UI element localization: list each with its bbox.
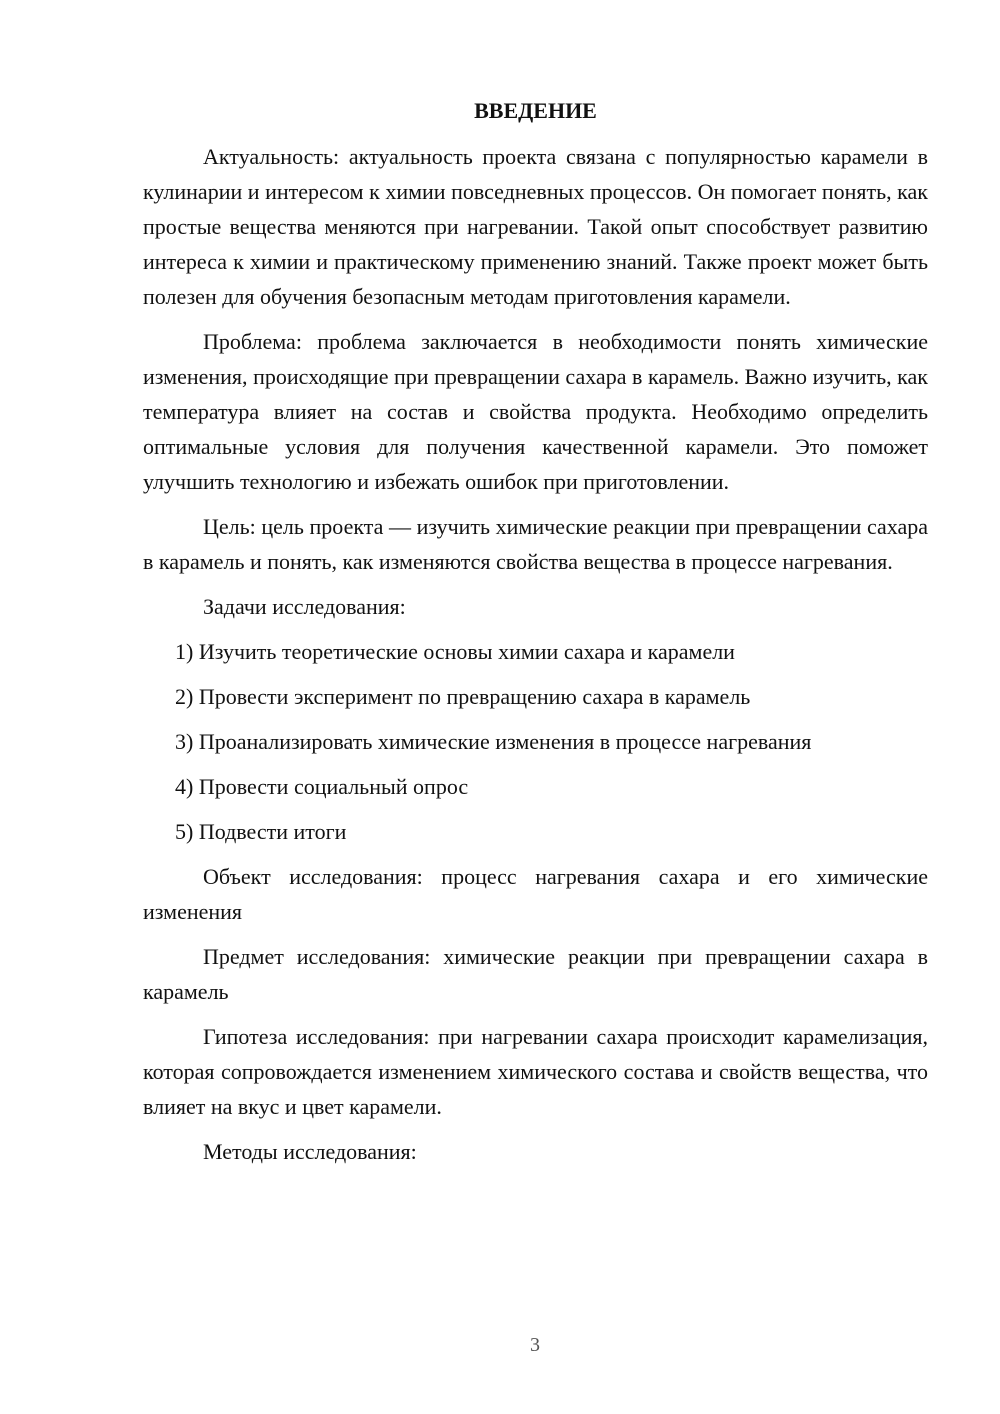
methods-intro: Методы исследования: bbox=[203, 1139, 417, 1164]
list-item: 1) Изучить теоретические основы химии сахара и карамели bbox=[175, 639, 735, 664]
tasks-intro: Задачи исследования: bbox=[203, 594, 406, 619]
list-item: 5) Подвести итоги bbox=[175, 819, 347, 844]
subject-paragraph: Предмет исследования: химические реакции при превращении сахара в карамель bbox=[143, 944, 928, 1004]
relevance-paragraph: Актуальность: актуальность проекта связана с популярностью карамели в кулинарии и интересом к химии повседневных процессов. Он помогает понять, как простые вещества меняются при нагревании. Такой опыт способствует развитию интереса к химии и практическому применению знаний. Также проект может быть полезен для обучения безопасным методам приготовления карамели. bbox=[143, 144, 928, 309]
document-page bbox=[143, 95, 928, 1179]
object-paragraph: Объект исследования: процесс нагревания сахара и его химические изменения bbox=[143, 864, 928, 924]
list-item: 3) Проанализировать химические изменения в процессе нагревания bbox=[175, 729, 812, 754]
section-heading: ВВЕДЕНИЕ bbox=[474, 98, 597, 123]
page-number: 3 bbox=[530, 1334, 540, 1356]
goal-paragraph: Цель: цель проекта — изучить химические реакции при превращении сахара в карамель и понять, как изменяются свойства вещества в процессе нагревания. bbox=[143, 514, 928, 574]
problem-paragraph: Проблема: проблема заключается в необходимости понять химические изменения, происходящие при превращении сахара в карамель. Важно изучить, как температура влияет на состав и свойства продукта. Необходимо определить оптимальные условия для получения качественной карамели. Это поможет улучшить технологию и избежать ошибок при приготовлении. bbox=[143, 329, 928, 494]
list-item: 2) Провести эксперимент по превращению сахара в карамель bbox=[175, 684, 751, 709]
hypothesis-paragraph: Гипотеза исследования: при нагревании сахара происходит карамелизация, которая сопровождается изменением химического состава и свойств вещества, что влияет на вкус и цвет карамели. bbox=[143, 1024, 928, 1119]
list-item: 4) Провести социальный опрос bbox=[175, 774, 469, 799]
